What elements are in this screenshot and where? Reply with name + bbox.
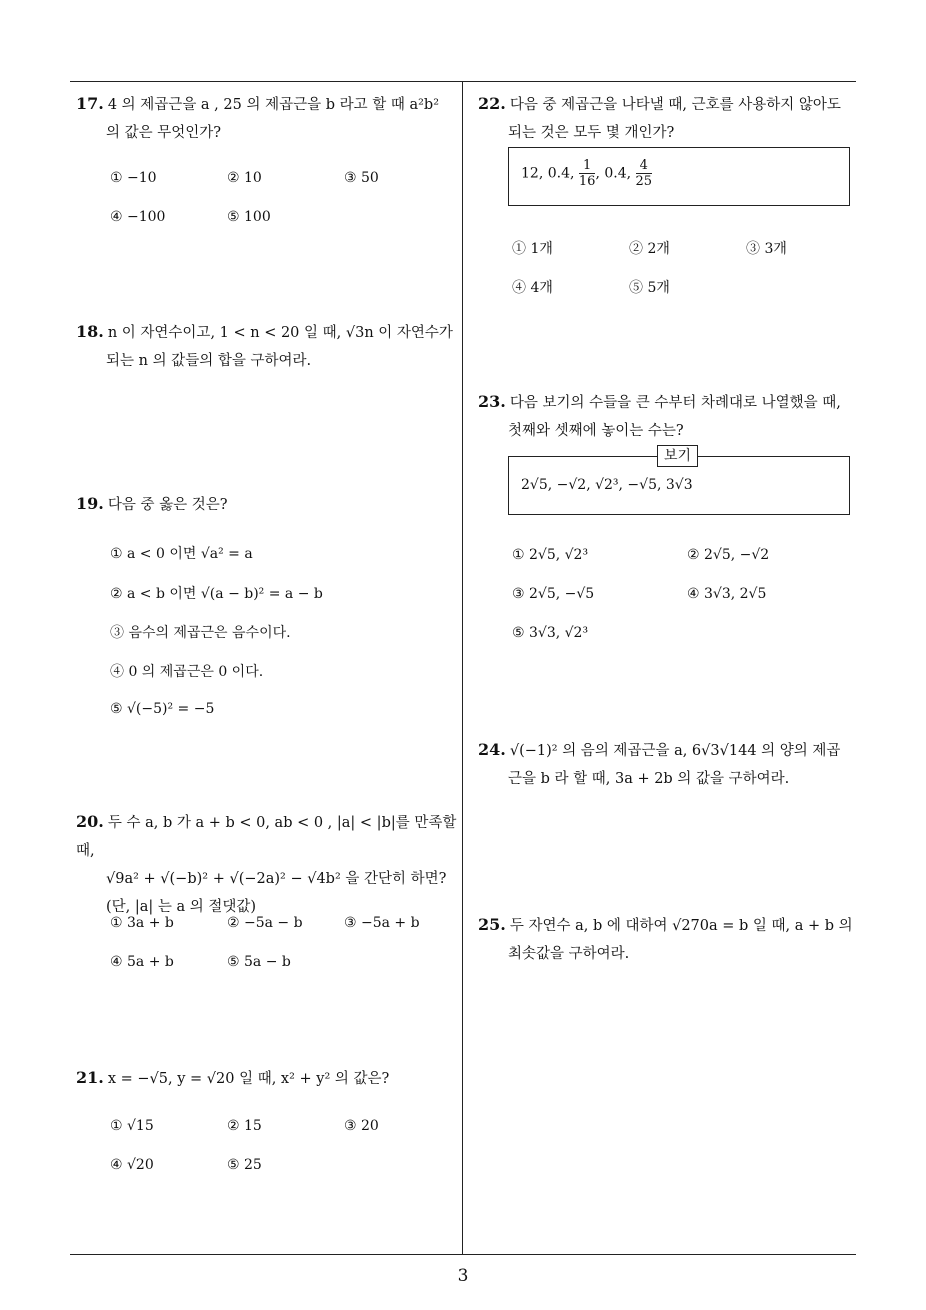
choice-1[interactable]: ① √15 <box>110 1118 154 1134</box>
question-stem-line2: 근을 b 라 할 때, 3a + 2b 의 값을 구하여라. <box>508 771 790 787</box>
question-stem-line2: √9a² + √(−b)² + √(−2a)² − √4b² 을 간단히 하면? <box>106 871 447 887</box>
question-20 <box>76 808 460 921</box>
choice-2[interactable]: ② 2√5, −√2 <box>687 547 770 563</box>
choice-4[interactable]: ④ 4개 <box>512 280 553 296</box>
question-24 <box>478 736 862 793</box>
choice-5[interactable]: ⑤ √(−5)² = −5 <box>110 701 215 717</box>
choice-1[interactable]: ① a < 0 이면 √a² = a <box>110 546 253 562</box>
question-stem-line1: 두 자연수 a, b 에 대하여 √270a = b 일 때, a + b 의 <box>509 918 853 934</box>
question-stem-line1: 4 의 제곱근을 a , 25 의 제곱근을 b 라고 할 때 a²b² <box>107 97 440 113</box>
choice-4[interactable]: ④ √20 <box>110 1157 154 1173</box>
question-stem-line1: √(−1)² 의 음의 제곱근을 a, 6√3√144 의 양의 제곱 <box>509 743 841 759</box>
choice-1[interactable]: ① 3a + b <box>110 915 174 931</box>
choice-5[interactable]: ⑤ 5a − b <box>227 954 291 970</box>
question-19 <box>76 490 456 519</box>
question-stem-line1: 다음 중 제곱근을 나타낼 때, 근호를 사용하지 않아도 <box>509 97 841 113</box>
question-stem-line2: 의 값은 무엇인가? <box>106 125 222 141</box>
question-stem-line1: 다음 보기의 수들을 큰 수부터 차례대로 나열했을 때, <box>509 395 841 411</box>
box-mid: , 0.4̇, <box>595 165 632 182</box>
question-stem-line2: 되는 것은 모두 몇 개인가? <box>508 125 675 141</box>
question-number: 21. <box>76 1068 104 1087</box>
column-divider <box>462 81 463 1255</box>
choice-5[interactable]: ⑤ 100 <box>227 209 271 225</box>
fraction-1: $\frac{1}{16}$ <box>578 158 596 189</box>
choice-2[interactable]: ② 2개 <box>629 241 670 257</box>
question-number: 23. <box>478 392 506 411</box>
choice-5[interactable]: ⑤ 5개 <box>629 280 670 296</box>
bottom-rule <box>70 1254 856 1255</box>
choice-3[interactable]: ③ −5a + b <box>344 915 420 931</box>
choice-2[interactable]: ② 15 <box>227 1118 262 1134</box>
choice-3[interactable]: ③ 2√5, −√5 <box>512 586 595 602</box>
choice-3[interactable]: ③ 20 <box>344 1118 379 1134</box>
choice-1[interactable]: ① −10 <box>110 170 157 186</box>
choice-3[interactable]: ③ 음수의 제곱근은 음수이다. <box>110 625 291 641</box>
choice-5[interactable]: ⑤ 25 <box>227 1157 262 1173</box>
question-number: 24. <box>478 740 506 759</box>
question-number: 22. <box>478 94 506 113</box>
example-box-label: 보기 <box>657 445 698 467</box>
choice-4[interactable]: ④ 5a + b <box>110 954 174 970</box>
given-numbers-box <box>508 147 850 206</box>
choice-5[interactable]: ⑤ 3√3, √2³ <box>512 625 589 641</box>
choice-4[interactable]: ④ 3√3, 2√5 <box>687 586 767 602</box>
given-numbers <box>521 158 652 189</box>
question-stem-line1: 다음 중 옳은 것은? <box>107 497 228 513</box>
question-number: 17. <box>76 94 104 113</box>
choice-1[interactable]: ① 1개 <box>512 241 553 257</box>
choice-4[interactable]: ④ 0 의 제곱근은 0 이다. <box>110 664 264 680</box>
question-stem-line2: 되는 n 의 값들의 합을 구하여라. <box>106 353 312 369</box>
choice-3[interactable]: ③ 50 <box>344 170 379 186</box>
question-number: 18. <box>76 322 104 341</box>
page-number: 3 <box>457 1266 469 1286</box>
question-22 <box>478 90 858 147</box>
question-stem-line1: 두 수 a, b 가 a + b < 0, ab < 0 , |a| < |b|를 만족할 때, <box>76 815 457 859</box>
choice-2[interactable]: ② −5a − b <box>227 915 303 931</box>
top-rule <box>70 81 856 82</box>
question-25 <box>478 911 862 968</box>
question-stem-line3: (단, |a| 는 a 의 절댓값) <box>106 899 257 915</box>
question-stem-line2: 최솟값을 구하여라. <box>508 946 630 962</box>
question-number: 20. <box>76 812 104 831</box>
box-prefix: 12, 0.4, <box>521 165 575 182</box>
question-18 <box>76 318 460 375</box>
example-content: 2√5, −√2, √2³, −√5, 3√3 <box>521 477 693 493</box>
question-number: 19. <box>76 494 104 513</box>
question-stem-line1: n 이 자연수이고, 1 < n < 20 일 때, √3n 이 자연수가 <box>107 325 453 341</box>
question-stem-line2: 첫째와 셋째에 놓이는 수는? <box>508 423 684 439</box>
question-number: 25. <box>478 915 506 934</box>
question-stem-line1: x = −√5, y = √20 일 때, x² + y² 의 값은? <box>107 1071 390 1087</box>
choice-2[interactable]: ② 10 <box>227 170 262 186</box>
choice-2[interactable]: ② a < b 이면 √(a − b)² = a − b <box>110 586 323 602</box>
question-23 <box>478 388 862 445</box>
choice-3[interactable]: ③ 3개 <box>746 241 787 257</box>
choice-4[interactable]: ④ −100 <box>110 209 166 225</box>
fraction-2: $\frac{4}{25}$ <box>635 158 653 189</box>
choice-1[interactable]: ① 2√5, √2³ <box>512 547 589 563</box>
question-21 <box>76 1064 456 1093</box>
question-17 <box>76 90 456 147</box>
